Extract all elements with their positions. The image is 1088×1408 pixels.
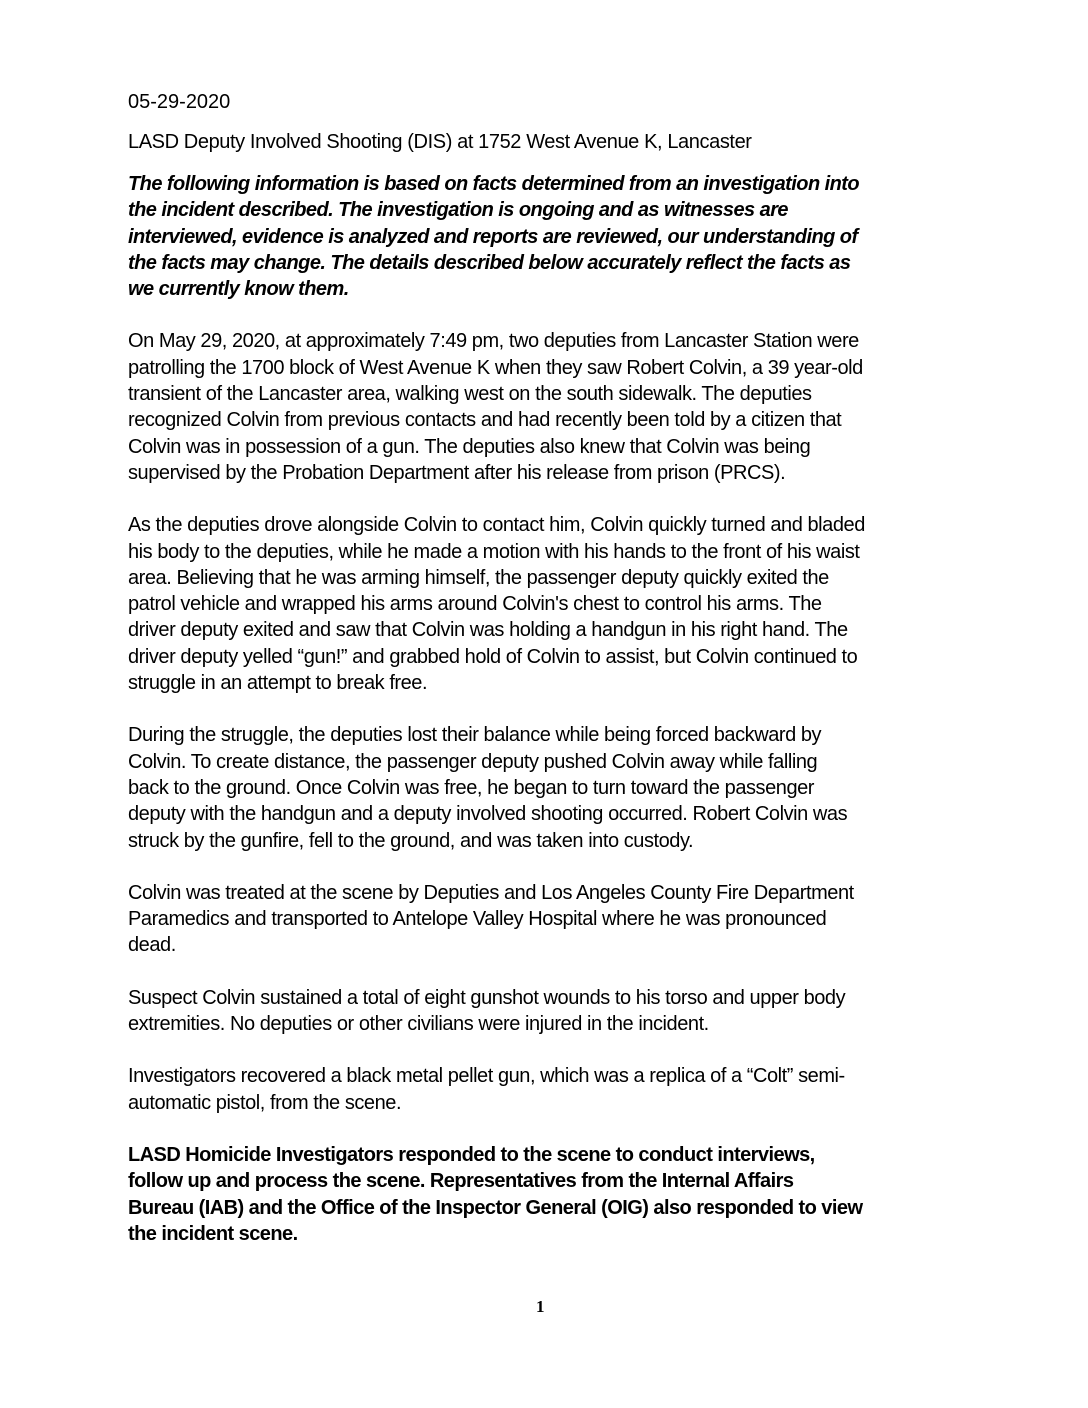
text-line: automatic pistol, from the scene. (128, 1091, 402, 1114)
body-paragraph-evidence (128, 1063, 968, 1116)
text-line: As the deputies drove alongside Colvin to contact him, Colvin quickly turned and bladed (128, 514, 865, 537)
text-line: Colvin. To create distance, the passenger deputy pushed Colvin away while falling (128, 750, 818, 773)
text-line: patrolling the 1700 block of West Avenue K when they saw Robert Colvin, a 39 year-old (128, 356, 863, 379)
text-line: driver deputy yelled “gun!” and grabbed hold of Colvin to assist, but Colvin continued to (128, 645, 858, 668)
document-date: 05-29-2020 (128, 91, 231, 113)
body-paragraph-medical (128, 880, 968, 959)
disclaimer-line: we currently know them. (128, 278, 349, 301)
closing-paragraph (128, 1142, 968, 1247)
body-paragraph-initial-contact (128, 328, 968, 486)
text-line: On May 29, 2020, at approximately 7:49 pm, two deputies from Lancaster Station were (128, 330, 859, 353)
text-line: driver deputy exited and saw that Colvin was holding a handgun in his right hand. The (128, 619, 848, 642)
text-line: his body to the deputies, while he made a motion with his hands to the front of his waist (128, 540, 860, 563)
page-number: 1 (536, 1297, 545, 1316)
disclaimer-line: the incident described. The investigation is ongoing and as witnesses are (128, 199, 789, 222)
disclaimer-line: The following information is based on facts determined from an investigation into (128, 173, 860, 195)
body-paragraph-injuries (128, 985, 968, 1038)
text-line: extremities. No deputies or other civilians were injured in the incident. (128, 1013, 709, 1036)
closing-line: follow up and process the scene. Representatives from the Internal Affairs (128, 1170, 794, 1193)
document-title: LASD Deputy Involved Shooting (DIS) at 1752 West Avenue K, Lancaster (128, 131, 752, 153)
text-line: patrol vehicle and wrapped his arms around Colvin's chest to control his arms. The (128, 593, 822, 616)
text-line: During the struggle, the deputies lost their balance while being forced backward by (128, 724, 822, 747)
body-paragraph-struggle (128, 722, 968, 853)
closing-line: Bureau (IAB) and the Office of the Inspector General (OIG) also responded to view (128, 1196, 863, 1219)
disclaimer-line: interviewed, evidence is analyzed and reports are reviewed, our understanding of (128, 225, 858, 248)
disclaimer-line: the facts may change. The details described below accurately reflect the facts as (128, 251, 851, 274)
closing-line: LASD Homicide Investigators responded to the scene to conduct interviews, (128, 1143, 815, 1166)
text-line: struggle in an attempt to break free. (128, 672, 428, 695)
text-line: transient of the Lancaster area, walking west on the south sidewalk. The deputies (128, 383, 812, 406)
text-line: Suspect Colvin sustained a total of eight gunshot wounds to his torso and upper body (128, 986, 846, 1009)
text-line: dead. (128, 934, 176, 957)
text-line: supervised by the Probation Department after his release from prison (PRCS). (128, 461, 786, 484)
text-line: area. Believing that he was arming himself, the passenger deputy quickly exited the (128, 566, 829, 589)
text-line: struck by the gunfire, fell to the ground, and was taken into custody. (128, 829, 694, 852)
text-line: recognized Colvin from previous contacts and had recently been told by a citizen that (128, 409, 842, 432)
text-line: Colvin was in possession of a gun. The deputies also knew that Colvin was being (128, 435, 811, 458)
text-line: Colvin was treated at the scene by Deputies and Los Angeles County Fire Department (128, 881, 854, 904)
text-line: Paramedics and transported to Antelope Valley Hospital where he was pronounced (128, 908, 827, 931)
closing-line: the incident scene. (128, 1222, 298, 1245)
text-line: Investigators recovered a black metal pellet gun, which was a replica of a “Colt” semi- (128, 1065, 845, 1088)
text-line: back to the ground. Once Colvin was free, he began to turn toward the passenger (128, 776, 815, 799)
disclaimer-paragraph (128, 171, 968, 302)
document-content (128, 89, 968, 1273)
text-line: deputy with the handgun and a deputy involved shooting occurred. Robert Colvin was (128, 803, 848, 826)
body-paragraph-confrontation (128, 512, 968, 696)
